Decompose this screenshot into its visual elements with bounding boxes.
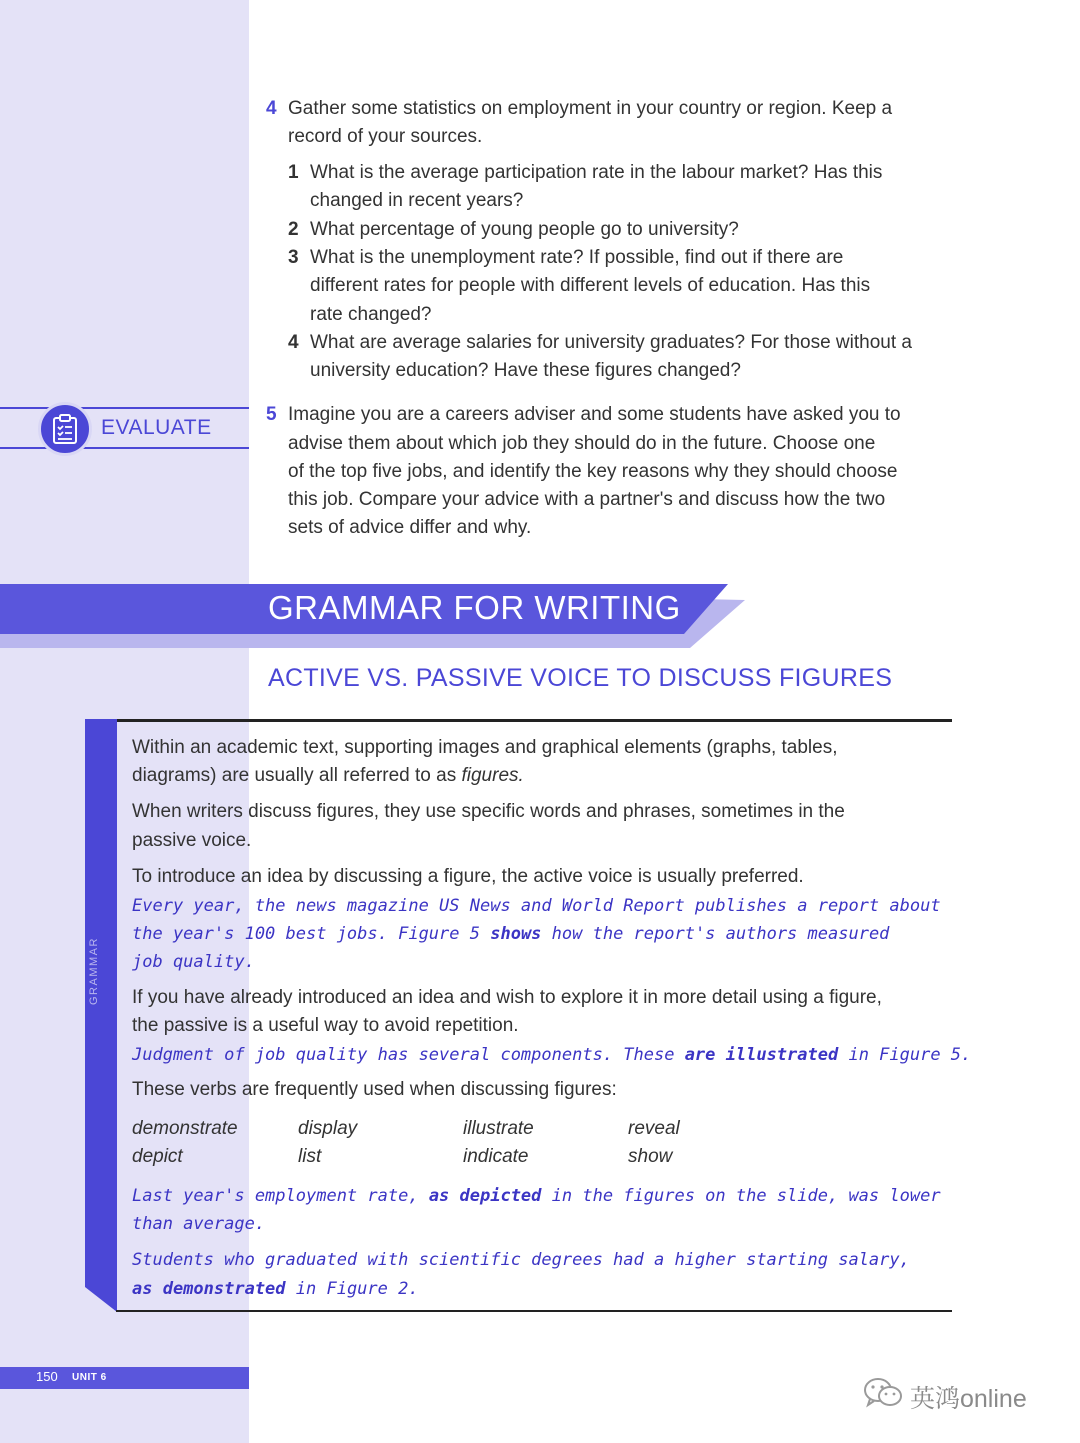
sub-question-text: What percentage of young people go to university? (310, 219, 739, 240)
watermark-text: 英鸿online (910, 1384, 1027, 1413)
body-text: Within an academic text, supporting images and graphical elements (graphs, tables, (132, 737, 838, 758)
sub-question-text: different rates for people with different levels of education. Has this (310, 275, 871, 296)
grammar-side-tab (85, 719, 117, 1312)
clipboard-checklist-icon (38, 402, 92, 456)
sub-question-number: 3 (288, 247, 299, 268)
body-text: diagrams) are usually all referred to as figures. (132, 765, 524, 786)
verb-list-item: indicate (463, 1146, 529, 1167)
body-text: When writers discuss figures, they use specific words and phrases, sometimes in the (132, 801, 845, 822)
example-sentence: job quality. (132, 952, 255, 972)
example-sentence: Last year's employment rate, as depicted in the figures on the slide, was lower (132, 1186, 941, 1206)
body-text: passive voice. (132, 830, 252, 851)
question-number: 5 (266, 404, 277, 425)
evaluate-rule-top (0, 407, 249, 409)
verb-list-item: show (628, 1146, 673, 1167)
page-number: 150 (36, 1369, 58, 1384)
evaluate-label: EVALUATE (101, 416, 212, 439)
example-sentence: as demonstrated in Figure 2. (132, 1279, 419, 1299)
question-text: of the top five jobs, and identify the key reasons why they should choose (288, 461, 898, 482)
example-sentence: Every year, the news magazine US News and World Report publishes a report about (132, 896, 941, 916)
wechat-icon (862, 1376, 904, 1417)
sub-question-number: 4 (288, 332, 299, 353)
box-rule-bottom (116, 1310, 952, 1312)
sub-question-text: What is the unemployment rate? If possible, find out if there are (310, 247, 844, 268)
question-text: advise them about which job they should do in the future. Choose one (288, 433, 876, 454)
verb-list-item: illustrate (463, 1118, 534, 1139)
sub-question-text: changed in recent years? (310, 190, 524, 211)
verb-list-item: display (298, 1118, 358, 1139)
body-text: the passive is a useful way to avoid repetition. (132, 1015, 519, 1036)
example-sentence: Judgment of job quality has several components. These are illustrated in Figure 5. (132, 1045, 972, 1065)
section-subheading: ACTIVE VS. PASSIVE VOICE TO DISCUSS FIGURES (268, 664, 893, 692)
question-text: this job. Compare your advice with a partner's and discuss how the two (288, 489, 886, 510)
example-sentence: than average. (132, 1214, 266, 1234)
sub-question-text: What are average salaries for university graduates? For those without a (310, 332, 912, 353)
question-text: record of your sources. (288, 126, 483, 147)
example-sentence: the year's 100 best jobs. Figure 5 shows how the report's authors measured (132, 924, 890, 944)
body-text: These verbs are frequently used when discussing figures: (132, 1079, 617, 1100)
example-sentence: Students who graduated with scientific degrees had a higher starting salary, (132, 1250, 910, 1270)
sub-question-text: What is the average participation rate in the labour market? Has this (310, 162, 883, 183)
watermark (862, 1376, 1027, 1417)
sub-question-number: 2 (288, 219, 299, 240)
question-text: Gather some statistics on employment in your country or region. Keep a (288, 98, 893, 119)
sub-question-text: rate changed? (310, 304, 432, 325)
evaluate-rule-bottom (0, 447, 249, 449)
sub-question-number: 1 (288, 162, 299, 183)
verb-list-item: list (298, 1146, 322, 1167)
body-text: If you have already introduced an idea and wish to explore it in more detail using a figure, (132, 987, 882, 1008)
section-title: GRAMMAR FOR WRITING (268, 589, 681, 626)
verb-list-item: reveal (628, 1118, 680, 1139)
verb-list-item: depict (132, 1146, 183, 1167)
question-number: 4 (266, 98, 277, 119)
body-text: To introduce an idea by discussing a figure, the active voice is usually preferred. (132, 866, 804, 887)
question-text: Imagine you are a careers adviser and some students have asked you to (288, 404, 901, 425)
box-rule-top (116, 719, 952, 722)
grammar-side-tab-label: GRAMMAR (88, 937, 100, 1005)
verb-list-item: demonstrate (132, 1118, 238, 1139)
sub-question-text: university education? Have these figures changed? (310, 360, 741, 381)
unit-label: UNIT 6 (72, 1372, 107, 1383)
question-text: sets of advice differ and why. (288, 517, 532, 538)
